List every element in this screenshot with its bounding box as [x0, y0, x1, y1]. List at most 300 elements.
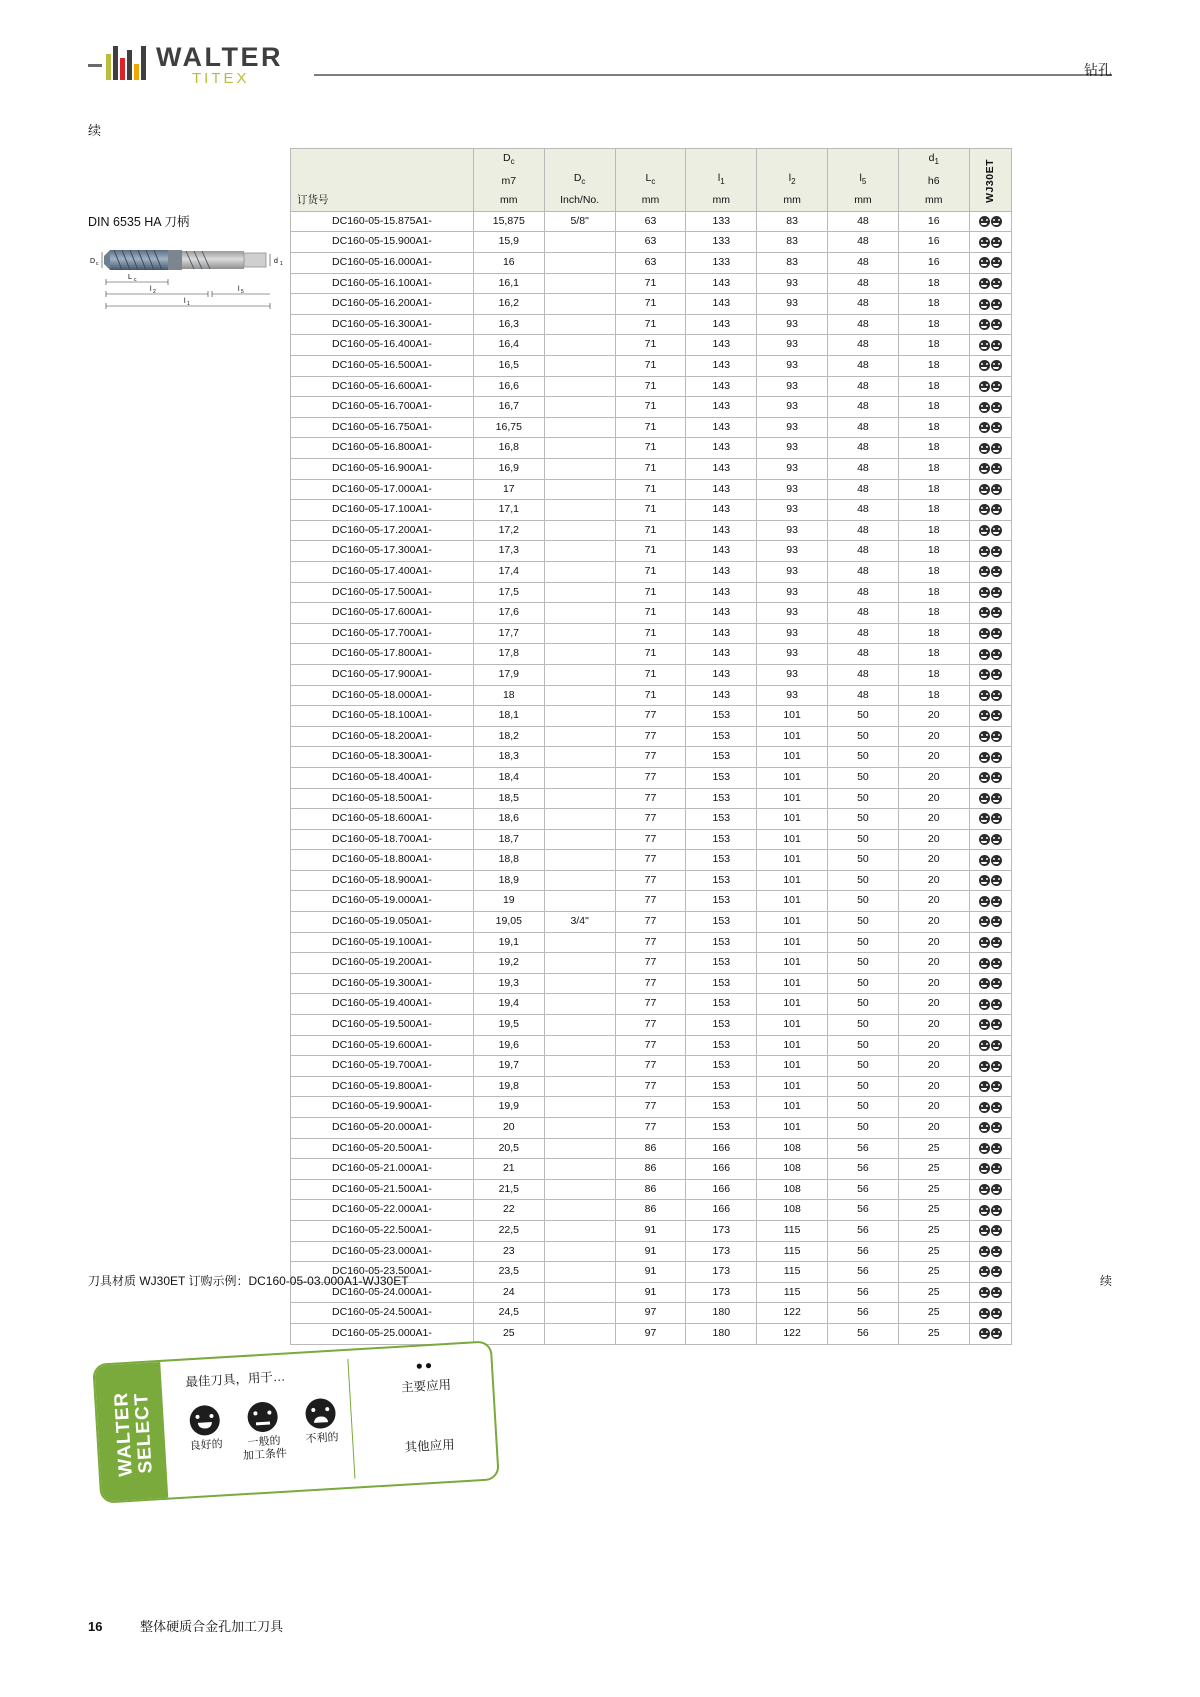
cell-dc-m7: 17,6	[473, 603, 544, 624]
smiley-good-icon	[991, 813, 1002, 824]
smiley-good-icon	[979, 937, 990, 948]
cell-d1-h6: 18	[898, 438, 969, 459]
cell-l2: 93	[757, 644, 828, 665]
cell-l5: 50	[828, 1035, 899, 1056]
cell-d1-h6: 16	[898, 232, 969, 253]
cell-d1-h6: 25	[898, 1179, 969, 1200]
col-d1-l1: d	[928, 152, 935, 164]
cell-grade-icons	[969, 870, 1011, 891]
cell-l1: 153	[686, 994, 757, 1015]
smiley-good-icon	[991, 381, 1002, 392]
cell-order-no: DC160-05-17.700A1-	[291, 623, 474, 644]
cell-l2: 93	[757, 500, 828, 521]
smiley-good-icon	[979, 422, 990, 433]
cell-l5: 50	[828, 706, 899, 727]
cell-dc-inch	[544, 706, 615, 727]
cell-order-no: DC160-05-19.600A1-	[291, 1035, 474, 1056]
cell-order-no: DC160-05-23.500A1-	[291, 1262, 474, 1283]
cell-d1-h6: 18	[898, 479, 969, 500]
cell-dc-inch	[544, 561, 615, 582]
cell-order-no: DC160-05-16.200A1-	[291, 294, 474, 315]
cell-lc: 71	[615, 335, 686, 356]
smiley-good-icon	[991, 1328, 1002, 1339]
cell-d1-h6: 20	[898, 1118, 969, 1139]
cell-l2: 93	[757, 582, 828, 603]
walter-select-badge	[92, 1340, 500, 1503]
smiley-good-icon	[979, 504, 990, 515]
smiley-good-icon	[991, 360, 1002, 371]
cell-order-no: DC160-05-19.100A1-	[291, 932, 474, 953]
cell-l2: 101	[757, 747, 828, 768]
smiley-good-icon	[991, 299, 1002, 310]
smiley-good-icon	[991, 875, 1002, 886]
cell-l2: 115	[757, 1262, 828, 1283]
cell-d1-h6: 20	[898, 767, 969, 788]
cell-l5: 48	[828, 520, 899, 541]
cell-lc: 71	[615, 314, 686, 335]
cell-d1-h6: 18	[898, 561, 969, 582]
cell-l5: 48	[828, 664, 899, 685]
cell-d1-h6: 18	[898, 623, 969, 644]
cell-l2: 93	[757, 479, 828, 500]
table-row	[291, 520, 1012, 541]
cell-grade-icons	[969, 459, 1011, 480]
cell-dc-m7: 17,3	[473, 541, 544, 562]
cell-lc: 77	[615, 1035, 686, 1056]
cell-l5: 50	[828, 891, 899, 912]
cell-l5: 48	[828, 500, 899, 521]
cell-l2: 93	[757, 397, 828, 418]
col-l2-l1: l	[788, 171, 792, 184]
cell-grade-icons	[969, 438, 1011, 459]
cell-dc-inch	[544, 314, 615, 335]
col-d1-sub: 1	[934, 157, 939, 167]
cell-l5: 48	[828, 603, 899, 624]
cell-lc: 71	[615, 561, 686, 582]
smiley-good-icon	[991, 793, 1002, 804]
smiley-good-icon	[991, 937, 1002, 948]
cell-order-no: DC160-05-18.000A1-	[291, 685, 474, 706]
cell-order-no: DC160-05-16.600A1-	[291, 376, 474, 397]
cell-l1: 153	[686, 973, 757, 994]
cell-dc-inch	[544, 376, 615, 397]
cell-l5: 56	[828, 1303, 899, 1324]
cell-l5: 50	[828, 850, 899, 871]
cell-l5: 50	[828, 932, 899, 953]
cell-l2: 101	[757, 706, 828, 727]
cell-l2: 122	[757, 1323, 828, 1344]
cell-dc-m7: 18,7	[473, 829, 544, 850]
cell-d1-h6: 20	[898, 1076, 969, 1097]
continued-label-top: 续	[88, 123, 102, 138]
cell-d1-h6: 18	[898, 376, 969, 397]
cell-dc-inch	[544, 1179, 615, 1200]
table-row	[291, 438, 1012, 459]
cell-dc-inch	[544, 644, 615, 665]
table-row	[291, 314, 1012, 335]
cell-l1: 143	[686, 417, 757, 438]
cell-l2: 101	[757, 994, 828, 1015]
cell-order-no: DC160-05-18.900A1-	[291, 870, 474, 891]
table-row	[291, 788, 1012, 809]
cell-order-no: DC160-05-17.900A1-	[291, 664, 474, 685]
cell-grade-icons	[969, 1097, 1011, 1118]
smiley-good-icon	[991, 978, 1002, 989]
cell-lc: 77	[615, 994, 686, 1015]
cell-lc: 77	[615, 726, 686, 747]
smiley-good-icon	[991, 628, 1002, 639]
col-lc-l1: L	[645, 171, 652, 184]
cell-lc: 71	[615, 397, 686, 418]
cell-order-no: DC160-05-18.500A1-	[291, 788, 474, 809]
cell-dc-m7: 19,9	[473, 1097, 544, 1118]
cell-l1: 173	[686, 1282, 757, 1303]
svg-text:d: d	[274, 258, 278, 265]
cell-d1-h6: 20	[898, 809, 969, 830]
cell-l5: 56	[828, 1200, 899, 1221]
cell-grade-icons	[969, 767, 1011, 788]
smiley-good-icon	[991, 772, 1002, 783]
cell-order-no: DC160-05-18.800A1-	[291, 850, 474, 871]
cell-grade-icons	[969, 726, 1011, 747]
cell-d1-h6: 20	[898, 932, 969, 953]
cell-dc-inch	[544, 397, 615, 418]
cell-d1-h6: 25	[898, 1282, 969, 1303]
cell-l5: 48	[828, 273, 899, 294]
cell-l1: 153	[686, 809, 757, 830]
table-row	[291, 1097, 1012, 1118]
cell-l1: 153	[686, 850, 757, 871]
cell-lc: 63	[615, 253, 686, 274]
cell-dc-m7: 19,3	[473, 973, 544, 994]
cell-grade-icons	[969, 253, 1011, 274]
cell-dc-m7: 17,4	[473, 561, 544, 582]
cell-lc: 71	[615, 582, 686, 603]
cell-dc-m7: 16,8	[473, 438, 544, 459]
cell-dc-inch	[544, 273, 615, 294]
cell-d1-h6: 18	[898, 603, 969, 624]
cell-dc-inch	[544, 603, 615, 624]
col-lc	[615, 149, 686, 212]
cell-grade-icons	[969, 1179, 1011, 1200]
cell-dc-inch	[544, 1241, 615, 1262]
smiley-good-icon	[991, 422, 1002, 433]
smiley-good-icon	[991, 1163, 1002, 1174]
cell-dc-m7: 16,5	[473, 356, 544, 377]
cell-grade-icons	[969, 747, 1011, 768]
table-row	[291, 994, 1012, 1015]
cell-dc-m7: 16,9	[473, 459, 544, 480]
smiley-good-icon	[979, 978, 990, 989]
cell-dc-inch	[544, 788, 615, 809]
smiley-good-icon	[979, 793, 990, 804]
cell-grade-icons	[969, 561, 1011, 582]
table-row	[291, 644, 1012, 665]
cell-order-no: DC160-05-20.500A1-	[291, 1138, 474, 1159]
cell-dc-inch	[544, 767, 615, 788]
cell-d1-h6: 25	[898, 1200, 969, 1221]
smiley-good-icon	[979, 875, 990, 886]
cell-lc: 71	[615, 520, 686, 541]
cell-dc-m7: 25	[473, 1323, 544, 1344]
cell-lc: 77	[615, 747, 686, 768]
cell-l5: 50	[828, 1118, 899, 1139]
cell-order-no: DC160-05-19.050A1-	[291, 912, 474, 933]
specification-table	[290, 148, 1012, 1345]
col-l1-l2: mm	[712, 194, 731, 207]
smiley-good-icon	[991, 504, 1002, 515]
cell-dc-inch	[544, 479, 615, 500]
smiley-good-icon	[979, 690, 990, 701]
cell-l5: 56	[828, 1241, 899, 1262]
cell-order-no: DC160-05-19.800A1-	[291, 1076, 474, 1097]
table-row	[291, 953, 1012, 974]
table-row	[291, 1200, 1012, 1221]
col-lc-l2: mm	[641, 194, 660, 207]
smiley-good-icon	[991, 1266, 1002, 1277]
cell-grade-icons	[969, 664, 1011, 685]
cell-order-no: DC160-05-24.500A1-	[291, 1303, 474, 1324]
smiley-good-icon	[991, 546, 1002, 557]
svg-text:c: c	[96, 261, 99, 267]
cell-grade-icons	[969, 1282, 1011, 1303]
table-row	[291, 1179, 1012, 1200]
cell-order-no: DC160-05-17.600A1-	[291, 603, 474, 624]
smiley-good-icon	[979, 813, 990, 824]
table-row	[291, 912, 1012, 933]
logo-walter-text: WALTER	[156, 42, 283, 72]
col-grade-label: WJ30ET	[983, 159, 996, 204]
cell-dc-m7: 17,2	[473, 520, 544, 541]
cell-d1-h6: 25	[898, 1241, 969, 1262]
drill-diagram	[88, 238, 288, 328]
cell-l2: 108	[757, 1138, 828, 1159]
smiley-good-icon	[979, 299, 990, 310]
cell-l5: 50	[828, 994, 899, 1015]
smiley-good-icon	[991, 525, 1002, 536]
cell-order-no: DC160-05-19.900A1-	[291, 1097, 474, 1118]
smiley-good-icon	[991, 257, 1002, 268]
cell-dc-inch	[544, 829, 615, 850]
page-number: 16	[88, 1619, 103, 1634]
smiley-good-icon	[991, 710, 1002, 721]
cell-l2: 83	[757, 253, 828, 274]
col-dc-m7-l3: mm	[500, 194, 518, 207]
cell-l1: 166	[686, 1159, 757, 1180]
smiley-good-icon	[979, 1019, 990, 1030]
cell-d1-h6: 18	[898, 397, 969, 418]
cell-l1: 153	[686, 1035, 757, 1056]
cell-l1: 133	[686, 232, 757, 253]
table-row	[291, 459, 1012, 480]
badge-face-row	[177, 1397, 350, 1467]
cell-dc-m7: 23,5	[473, 1262, 544, 1283]
table-row	[291, 1220, 1012, 1241]
cell-dc-m7: 19,05	[473, 912, 544, 933]
continued-label-bottom: 续	[1099, 1274, 1112, 1288]
col-dc-inch-l1: D	[573, 171, 582, 184]
smiley-good-icon	[979, 1184, 990, 1195]
cell-lc: 77	[615, 973, 686, 994]
cell-l2: 101	[757, 870, 828, 891]
col-l1-sub: 1	[720, 176, 725, 186]
cell-lc: 71	[615, 603, 686, 624]
cell-order-no: DC160-05-21.000A1-	[291, 1159, 474, 1180]
svg-text:c: c	[134, 277, 137, 283]
cell-l2: 93	[757, 685, 828, 706]
cell-dc-inch	[544, 994, 615, 1015]
cell-lc: 71	[615, 479, 686, 500]
smiley-good-icon	[991, 278, 1002, 289]
badge-brand-panel	[94, 1362, 168, 1502]
cell-dc-m7: 17,1	[473, 500, 544, 521]
cell-l5: 48	[828, 397, 899, 418]
smiley-good-icon	[979, 1205, 990, 1216]
cell-dc-m7: 21,5	[473, 1179, 544, 1200]
smiley-good-icon	[991, 1040, 1002, 1051]
cell-d1-h6: 20	[898, 1097, 969, 1118]
cell-dc-inch	[544, 294, 615, 315]
cell-l2: 122	[757, 1303, 828, 1324]
cell-l1: 153	[686, 1097, 757, 1118]
smiley-good-icon	[979, 1102, 990, 1113]
smiley-good-icon	[979, 587, 990, 598]
cell-l2: 115	[757, 1241, 828, 1262]
svg-text:L: L	[128, 274, 132, 281]
cell-dc-inch	[544, 253, 615, 274]
table-row	[291, 582, 1012, 603]
cell-dc-m7: 16,6	[473, 376, 544, 397]
smiley-good-icon	[979, 381, 990, 392]
logo-dash	[88, 64, 102, 67]
col-l2-sub: 2	[791, 176, 796, 186]
cell-dc-m7: 16,1	[473, 273, 544, 294]
cell-lc: 77	[615, 912, 686, 933]
cell-d1-h6: 20	[898, 953, 969, 974]
cell-dc-m7: 18,5	[473, 788, 544, 809]
smiley-good-icon	[979, 340, 990, 351]
cell-l2: 101	[757, 912, 828, 933]
svg-text:1: 1	[280, 261, 283, 267]
cell-dc-m7: 20,5	[473, 1138, 544, 1159]
cell-l2: 93	[757, 459, 828, 480]
cell-d1-h6: 18	[898, 335, 969, 356]
cell-dc-inch	[544, 417, 615, 438]
smiley-good-icon	[979, 484, 990, 495]
cell-l2: 101	[757, 973, 828, 994]
cell-l5: 50	[828, 788, 899, 809]
cell-order-no: DC160-05-16.500A1-	[291, 356, 474, 377]
cell-lc: 77	[615, 767, 686, 788]
cell-lc: 71	[615, 500, 686, 521]
cell-order-no: DC160-05-15.875A1-	[291, 211, 474, 232]
cell-grade-icons	[969, 1220, 1011, 1241]
cell-l2: 101	[757, 788, 828, 809]
cell-grade-icons	[969, 335, 1011, 356]
table-row	[291, 1138, 1012, 1159]
cell-order-no: DC160-05-25.000A1-	[291, 1323, 474, 1344]
section-title: 钻孔	[1084, 62, 1112, 78]
cell-l5: 48	[828, 541, 899, 562]
cell-grade-icons	[969, 1262, 1011, 1283]
cell-dc-m7: 18,1	[473, 706, 544, 727]
cell-dc-inch	[544, 335, 615, 356]
table-row	[291, 603, 1012, 624]
cell-dc-inch	[544, 623, 615, 644]
cell-lc: 77	[615, 809, 686, 830]
cell-order-no: DC160-05-18.300A1-	[291, 747, 474, 768]
logo-titex-text: TITEX	[192, 70, 250, 87]
cell-grade-icons	[969, 603, 1011, 624]
table-row	[291, 829, 1012, 850]
cell-lc: 71	[615, 459, 686, 480]
figure-caption: DIN 6535 HA 刀柄	[88, 215, 190, 229]
smiley-neutral-icon	[247, 1401, 279, 1433]
smiley-good-icon	[979, 278, 990, 289]
cell-d1-h6: 18	[898, 500, 969, 521]
cell-lc: 77	[615, 891, 686, 912]
cell-l2: 101	[757, 1097, 828, 1118]
cell-dc-inch	[544, 932, 615, 953]
footer-text: 整体硬质合金孔加工刀具	[140, 1619, 284, 1634]
col-grade-wj30et	[969, 149, 1011, 212]
cell-dc-inch	[544, 1303, 615, 1324]
smiley-good-icon	[991, 690, 1002, 701]
cell-order-no: DC160-05-18.700A1-	[291, 829, 474, 850]
smiley-good-icon	[979, 1328, 990, 1339]
cell-l2: 93	[757, 314, 828, 335]
cell-l2: 93	[757, 541, 828, 562]
cell-d1-h6: 25	[898, 1159, 969, 1180]
cell-l5: 50	[828, 953, 899, 974]
cell-order-no: DC160-05-19.700A1-	[291, 1056, 474, 1077]
cell-grade-icons	[969, 356, 1011, 377]
badge-primary-block	[375, 1355, 477, 1398]
cell-order-no: DC160-05-16.800A1-	[291, 438, 474, 459]
smiley-good-icon	[979, 1287, 990, 1298]
cell-l1: 143	[686, 644, 757, 665]
cell-dc-m7: 21	[473, 1159, 544, 1180]
cell-dc-m7: 19,8	[473, 1076, 544, 1097]
header-divider	[314, 74, 1112, 76]
cell-l2: 93	[757, 561, 828, 582]
cell-grade-icons	[969, 1015, 1011, 1036]
cell-grade-icons	[969, 1241, 1011, 1262]
cell-l5: 50	[828, 1056, 899, 1077]
svg-text:l: l	[150, 286, 152, 293]
smiley-good-icon	[991, 1184, 1002, 1195]
cell-lc: 71	[615, 644, 686, 665]
cell-dc-inch	[544, 1035, 615, 1056]
cell-l1: 166	[686, 1179, 757, 1200]
cell-order-no: DC160-05-17.200A1-	[291, 520, 474, 541]
cell-grade-icons	[969, 829, 1011, 850]
table-row	[291, 891, 1012, 912]
cell-lc: 71	[615, 356, 686, 377]
cell-l1: 153	[686, 891, 757, 912]
cell-l1: 133	[686, 253, 757, 274]
col-dc-inch	[544, 149, 615, 212]
cell-l1: 173	[686, 1241, 757, 1262]
smiley-good-icon	[991, 1287, 1002, 1298]
cell-l5: 50	[828, 870, 899, 891]
cell-dc-inch	[544, 1015, 615, 1036]
cell-dc-m7: 16,75	[473, 417, 544, 438]
table-row	[291, 664, 1012, 685]
cell-lc: 71	[615, 417, 686, 438]
smiley-good-icon	[991, 463, 1002, 474]
cell-d1-h6: 20	[898, 870, 969, 891]
